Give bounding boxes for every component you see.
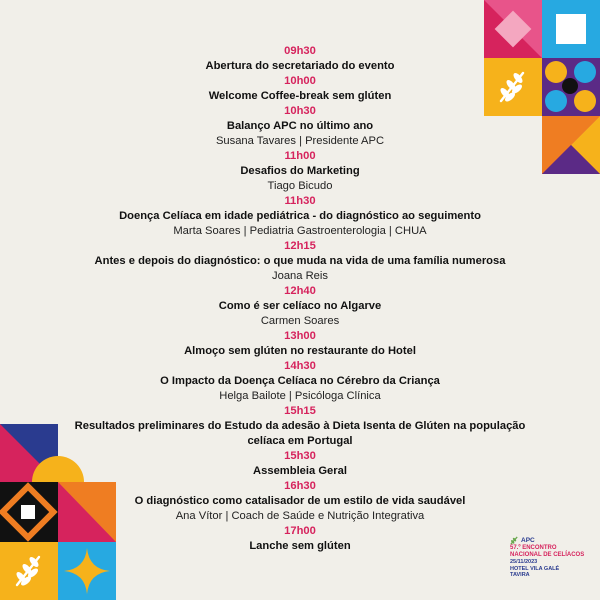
schedule-time: 12h15	[284, 240, 316, 252]
schedule-title: O Impacto da Doença Celíaca no Cérebro da Criança	[160, 375, 440, 387]
schedule-time: 15h15	[284, 405, 316, 417]
schedule-time: 10h00	[284, 75, 316, 87]
schedule-title: Resultados preliminares do Estudo da adesão à Dieta Isenta de Glúten na população celíaca em Portugal	[74, 420, 526, 447]
schedule-speaker: Helga Bailote | Psicóloga Clínica	[219, 390, 381, 402]
event-schedule	[60, 44, 540, 554]
schedule-speaker: Ana Vítor | Coach de Saúde e Nutrição Integrativa	[175, 510, 425, 522]
decorative-pattern-top-right	[484, 0, 600, 174]
schedule-title: O diagnóstico como catalisador de um estilo de vida saudável	[134, 495, 466, 507]
schedule-time: 09h30	[284, 45, 316, 57]
event-edition: 57.º ENCONTRO	[510, 545, 557, 551]
schedule-time: 12h40	[284, 285, 316, 297]
schedule-speaker: Carmen Soares	[260, 315, 340, 327]
schedule-title: Welcome Coffee-break sem glúten	[208, 90, 392, 102]
schedule-title: Antes e depois do diagnóstico: o que muda na vida de uma família numerosa	[94, 255, 506, 267]
event-name: NACIONAL DE CELÍACOS	[510, 552, 585, 558]
schedule-time: 17h00	[284, 525, 316, 537]
schedule-speaker: Joana Reis	[272, 270, 328, 282]
schedule-speaker: Marta Soares | Pediatria Gastroenterologia | CHUA	[173, 225, 427, 237]
schedule-speaker: Tiago Bicudo	[267, 180, 333, 192]
schedule-title: Como é ser celíaco no Algarve	[218, 300, 382, 312]
schedule-time: 16h30	[284, 480, 316, 492]
schedule-title: Desafios do Marketing	[240, 165, 360, 177]
schedule-time: 13h00	[284, 330, 316, 342]
schedule-title: Almoço sem glúten no restaurante do Hotel	[184, 345, 416, 357]
schedule-title: Lanche sem glúten	[249, 540, 351, 552]
event-city: TAVIRA	[510, 572, 530, 578]
org-name: APC	[521, 537, 535, 544]
schedule-title: Balanço APC no último ano	[226, 120, 374, 132]
event-date: 25/11/2023	[510, 559, 538, 565]
schedule-time: 14h30	[284, 360, 316, 372]
schedule-speaker: Susana Tavares | Presidente APC	[215, 135, 385, 147]
schedule-time: 10h30	[284, 105, 316, 117]
schedule-time: 11h00	[284, 150, 316, 162]
schedule-title: Assembleia Geral	[253, 465, 347, 477]
schedule-time: 15h30	[284, 450, 316, 462]
white-square	[556, 14, 586, 44]
decorative-pattern-bottom-left	[0, 424, 116, 600]
event-logo	[510, 536, 596, 596]
schedule-time: 11h30	[284, 195, 316, 207]
apc-logo-icon	[510, 536, 519, 545]
schedule-title: Abertura do secretariado do evento	[205, 60, 395, 72]
schedule-title: Doença Celíaca em idade pediátrica - do diagnóstico ao seguimento	[119, 210, 481, 222]
event-venue: HOTEL VILA GALÉ	[510, 565, 560, 572]
